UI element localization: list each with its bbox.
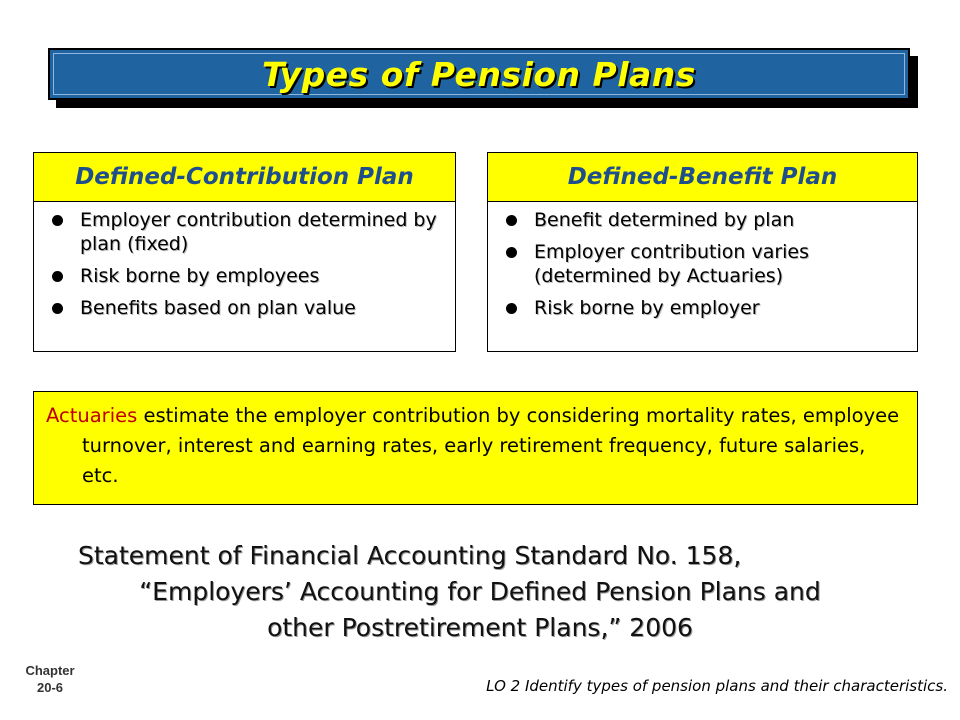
actuaries-paragraph <box>46 401 905 491</box>
bullet-icon <box>52 303 63 314</box>
list-item <box>506 208 907 232</box>
title-banner <box>48 48 910 100</box>
defined-benefit-box <box>487 152 918 352</box>
list-item <box>52 296 445 320</box>
bullet-icon <box>506 215 517 226</box>
bullet-icon <box>52 271 63 282</box>
list-item-text: Benefit determined by plan <box>534 209 795 231</box>
bullet-icon <box>52 215 63 226</box>
defined-benefit-list <box>488 202 917 320</box>
list-item-text: Employer contribution varies (determined by Actuaries) <box>534 241 810 287</box>
defined-contribution-box <box>33 152 456 352</box>
list-item <box>506 296 907 320</box>
actuaries-note <box>33 391 918 505</box>
list-item <box>506 240 907 288</box>
list-item-text: Risk borne by employer <box>534 297 760 319</box>
sfas-statement <box>60 538 900 646</box>
statement-line-2: “Employers’ Accounting for Defined Pension Plans and <box>139 577 821 606</box>
list-item <box>52 208 445 256</box>
list-item-text: Benefits based on plan value <box>80 297 356 319</box>
chapter-word: Chapter <box>25 663 75 678</box>
statement-line-1: Statement of Financial Accounting Standard No. 158, <box>78 541 742 570</box>
list-item <box>52 264 445 288</box>
defined-benefit-heading: Defined-Benefit Plan <box>488 153 917 202</box>
defined-contribution-heading: Defined-Contribution Plan <box>34 153 455 202</box>
learning-objective: LO 2 Identify types of pension plans and their characteristics. <box>486 677 948 695</box>
bullet-icon <box>506 247 517 258</box>
defined-contribution-list <box>34 202 455 320</box>
bullet-icon <box>506 303 517 314</box>
chapter-number: 20-6 <box>36 680 64 695</box>
actuaries-term: Actuaries <box>46 404 138 427</box>
page-title: Types of Pension Plans <box>262 54 696 94</box>
statement-line-3: other Postretirement Plans,” 2006 <box>267 613 693 642</box>
list-item-text: Employer contribution determined by plan (fixed) <box>80 209 437 255</box>
actuaries-text: estimate the employer contribution by considering mortality rates, employee turnover, interest and earning rates, early retirement frequency, future salaries, etc. <box>82 404 900 487</box>
chapter-label <box>10 662 90 696</box>
list-item-text: Risk borne by employees <box>80 265 320 287</box>
